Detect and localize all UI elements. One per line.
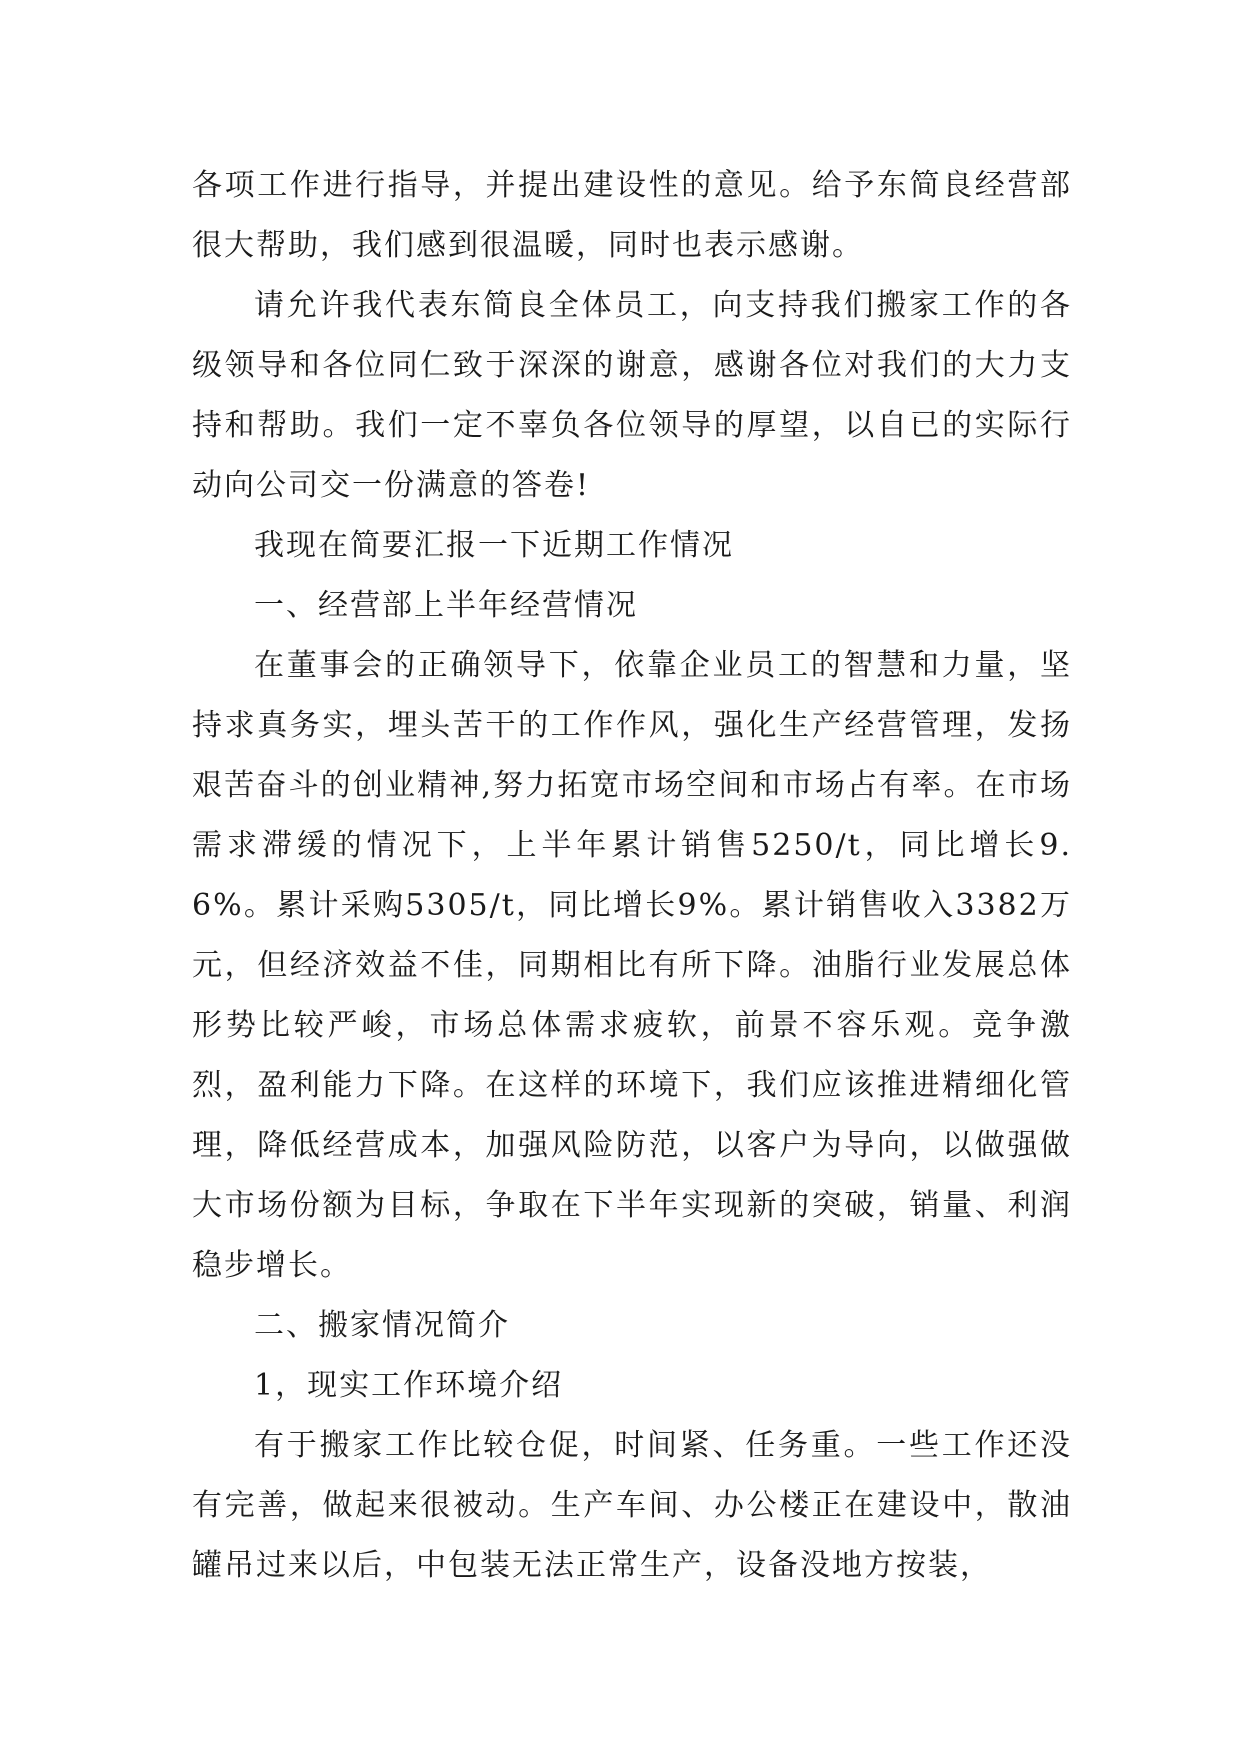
- paragraph-work-environment: 有于搬家工作比较仓促，时间紧、任务重。一些工作还没有完善，做起来很被动。生产车间、办公楼正在建设中，散油罐吊过来以后，中包装无法正常生产，设备没地方按装，: [192, 1428, 1072, 1583]
- document-page: [192, 156, 1072, 1596]
- paragraph-thanks: 请允许我代表东简良全体员工，向支持我们搬家工作的各级领导和各位同仁致于深深的谢意，感谢各位对我们的大力支持和帮助。我们一定不辜负各位领导的厚望，以自已的实际行动向公司交一份满意的答卷!: [192, 288, 1072, 503]
- subsection-heading-1: 1，现实工作环境介绍: [254, 1368, 564, 1403]
- paragraph-continuation: 各项工作进行指导，并提出建设性的意见。给予东简良经营部很大帮助，我们感到很温暖，同时也表示感谢。: [192, 168, 1072, 263]
- paragraph-business-status: 在董事会的正确领导下，依靠企业员工的智慧和力量，坚持求真务实，埋头苦干的工作作风，强化生产经营管理，发扬艰苦奋斗的创业精神,努力拓宽市场空间和市场占有率。在市场需求滞缓的情况下，上半年累计销售5250/t，同比增长9.6%。累计采购5305/t，同比增长9%。累计销售收入3382万元，但经济效益不佳，同期相比有所下降。油脂行业发展总体形势比较严峻，市场总体需求疲软，前景不容乐观。竞争激烈，盈利能力下降。在这样的环境下，我们应该推进精细化管理，降低经营成本，加强风险防范，以客户为导向，以做强做大市场份额为目标，争取在下半年实现新的突破，销量、利润稳步增长。: [192, 648, 1072, 1283]
- section-heading-2: 二、搬家情况简介: [254, 1308, 510, 1343]
- paragraph-report-intro: 我现在简要汇报一下近期工作情况: [254, 528, 734, 563]
- section-heading-1: 一、经营部上半年经营情况: [254, 588, 638, 623]
